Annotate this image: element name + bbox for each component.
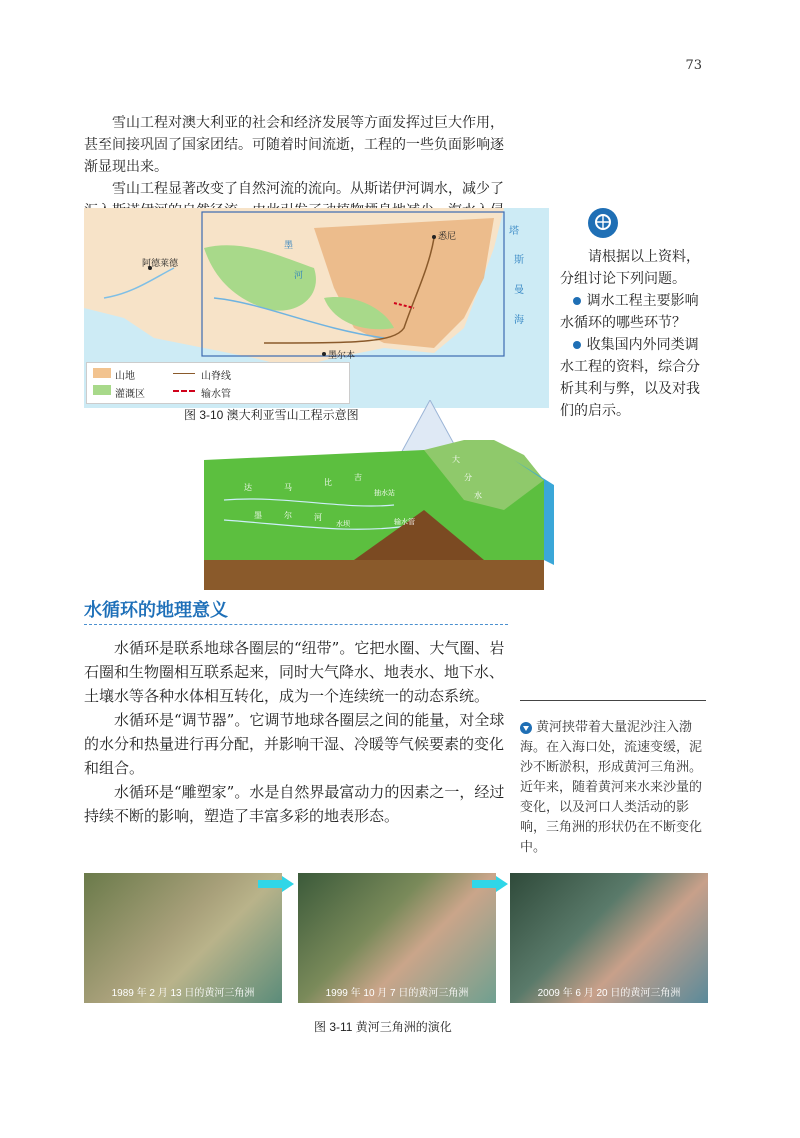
activity-box (560, 208, 705, 422)
intro-paragraph-1: 雪山工程对澳大利亚的社会和经济发展等方面发挥过巨大作用，甚至间接巩固了国家团结。可随着时间流逝，工程的一些负面影响逐渐显现出来。 (84, 115, 504, 175)
bullet-icon (573, 297, 581, 305)
delta-photo-1999 (298, 873, 496, 1003)
activity-question-1 (560, 290, 705, 334)
section-title: 水循环的地理意义 (84, 600, 228, 620)
legend-irrigation: 灌溉区 (115, 389, 145, 400)
activity-lead: 请根据以上资料，分组讨论下列问题。 (560, 249, 700, 287)
section-divider (84, 624, 508, 625)
map-label-tasman-4: 海 (514, 315, 524, 326)
arrow-right-icon (472, 876, 508, 892)
legend-mountain: 山地 (115, 371, 135, 382)
globe-chat-icon (588, 208, 618, 238)
photo-1999-label: 1999 年 10 月 7 日的黄河三角洲 (325, 988, 469, 999)
activity-question-2 (560, 334, 705, 422)
bullet-icon (573, 341, 581, 349)
map-label-tasman-3: 曼 (514, 285, 524, 296)
photo-1989-label: 1989 年 2 月 13 日的黄河三角洲 (111, 988, 255, 999)
arrow-right-icon (258, 876, 294, 892)
section-paragraph-1: 水循环是联系地球各圈层的“纽带”。它把水圈、大气圈、岩石圈和生物圈相互联系起来，同时大气降水、地表水、地下水、土壤水等各种水体相互转化，成为一个连续统一的动态系统。 (84, 639, 505, 705)
map-label-adelaide: 阿德莱德 (142, 258, 179, 268)
block-label-dam: 水坝 (336, 520, 350, 528)
page-number: 73 (685, 58, 702, 73)
block-label-2: 马 (284, 483, 292, 492)
intro-paragraph-2: 雪山工程显著改变了自然河流的流向。从斯诺伊河调水，减少了 (112, 181, 504, 197)
section-body (84, 636, 508, 828)
sidenote-divider (520, 700, 706, 701)
block-label-8: 大 (452, 455, 460, 464)
map-label-sydney: 悉尼 (438, 231, 457, 241)
block-label-5: 墨 (254, 511, 262, 520)
activity-question-1-text: 调水工程主要影响水循环的哪些环节？ (560, 293, 699, 331)
map-label-tasman-2: 斯 (514, 255, 524, 266)
map-label-murray: 墨 (284, 241, 294, 251)
block-label-9: 分 (464, 473, 472, 482)
legend-pipe: 输水管 (201, 389, 231, 400)
map-label-tasman-1: 塔 (509, 226, 519, 237)
block-label-10: 水 (474, 491, 482, 500)
down-arrow-icon (520, 722, 532, 734)
sidenote (520, 718, 706, 858)
figure-3-11-caption: 图 3-11 黄河三角洲的演化 (314, 1020, 452, 1034)
block-label-3: 比 (324, 478, 332, 487)
block-label-4: 吉 (354, 473, 362, 482)
section-paragraph-2: 水循环是“调节器”。它调节地球各圈层之间的能量，对全球的水分和热量进行再分配，并影响干湿、冷暖等气候要素的变化和组合。 (84, 711, 505, 777)
block-label-pipe: 输水管 (394, 518, 415, 526)
block-label-pump: 抽水站 (374, 489, 395, 497)
map-label-river: 河 (294, 271, 304, 281)
figure-3-10-caption: 图 3-10 澳大利亚雪山工程示意图 (184, 408, 359, 422)
block-label-1: 达 (244, 483, 252, 492)
map-label-melbourne: 墨尔本 (328, 350, 356, 360)
section-paragraph-3: 水循环是“雕塑家”。水是自然界最富动力的因素之一，经过持续不断的影响，塑造了丰富多彩的地表形态。 (84, 783, 505, 825)
map-legend (86, 362, 350, 404)
photo-2009-label: 2009 年 6 月 20 日的黄河三角洲 (537, 988, 681, 999)
block-label-7: 河 (314, 513, 322, 522)
delta-photo-1989 (84, 873, 282, 1003)
legend-ridge: 山脊线 (201, 371, 231, 382)
sidenote-text: 黄河挟带着大量泥沙注入渤海。在入海口处，流速变缓，泥沙不断淤积，形成黄河三角洲。近年来，随着黄河来水来沙量的变化，以及河口人类活动的影响，三角洲的形状仍在不断变化中。 (520, 720, 703, 855)
delta-photo-2009 (510, 873, 708, 1003)
block-diagram (184, 440, 554, 590)
activity-question-2-text: 收集国内外同类调水工程的资料，综合分析其利与弊，以及对我们的启示。 (560, 337, 700, 419)
block-label-6: 尔 (284, 511, 292, 520)
